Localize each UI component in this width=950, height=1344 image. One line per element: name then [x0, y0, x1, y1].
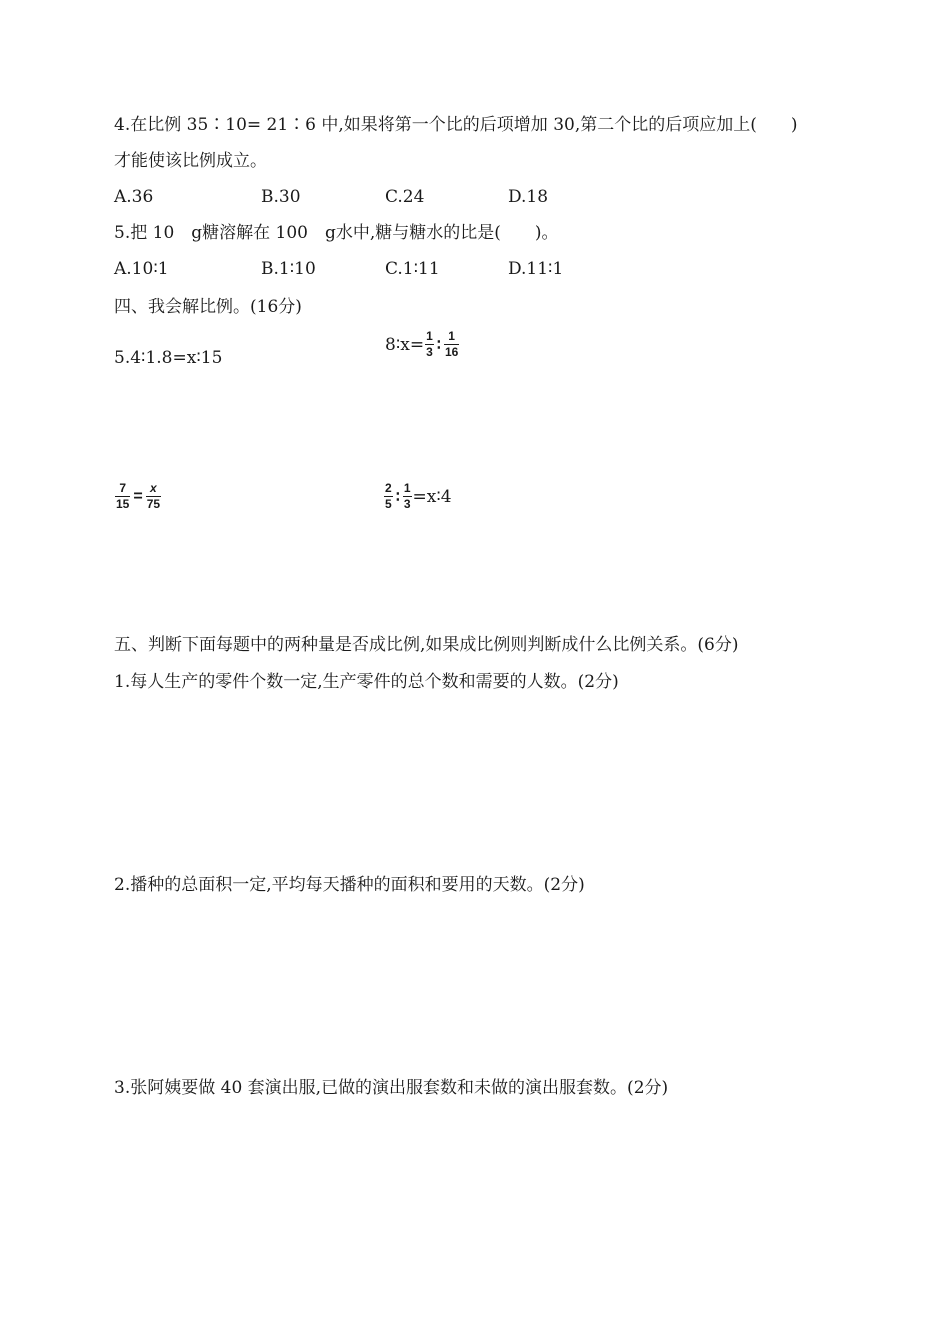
section-5-question-2: 2.播种的总面积一定,平均每天播种的面积和要用的天数。(2分): [114, 875, 585, 895]
question-4-option-a: A.36: [114, 187, 154, 207]
fraction-denominator: 3: [403, 497, 411, 511]
fraction-numerator: 1: [403, 481, 411, 495]
fraction-denominator: 15: [116, 497, 130, 511]
equation-4: [383, 482, 452, 511]
question-5-option-c: C.1∶11: [385, 259, 440, 279]
equation-2-prefix: 8∶x=: [385, 334, 425, 355]
section-4-title: 四、我会解比例。(16分): [114, 297, 302, 317]
fraction-denominator: 5: [385, 497, 392, 511]
equation-4-suffix: =x∶4: [412, 486, 452, 507]
equation-2-fraction-2: [444, 330, 459, 359]
fraction-numerator: 2: [385, 481, 392, 495]
equation-4-fraction-1: [384, 482, 393, 511]
question-5-option-a: A.10∶1: [114, 259, 169, 279]
fraction-denominator: 16: [444, 345, 459, 359]
question-4-text: 4.在比例 35∶10= 21∶6 中,如果将第一个比的后项增加 30,第二个比的后项应加上( ): [114, 115, 798, 135]
equation-4-colon: ∶: [395, 488, 400, 506]
section-5-title: 五、判断下面每题中的两种量是否成比例,如果成比例则判断成什么比例关系。(6分): [114, 635, 739, 655]
equation-3-equals: =: [133, 487, 143, 505]
equation-1: 5.4∶1.8=x∶15: [114, 348, 223, 368]
fraction-numerator: x: [150, 481, 157, 495]
equation-2: [385, 330, 460, 359]
equation-3: [114, 482, 162, 511]
fraction-denominator: 3: [426, 345, 433, 359]
question-4-text-continued: 才能使该比例成立。: [114, 151, 267, 171]
section-5-question-3: 3.张阿姨要做 40 套演出服,已做的演出服套数和未做的演出服套数。(2分): [114, 1078, 669, 1098]
section-5-question-1: 1.每人生产的零件个数一定,生产零件的总个数和需要的人数。(2分): [114, 672, 619, 692]
equation-2-colon: ∶: [436, 336, 441, 354]
equation-3-fraction-1: [115, 482, 130, 511]
equation-4-fraction-2: [403, 482, 412, 511]
fraction-numerator: 7: [119, 481, 127, 495]
question-5-option-d: D.11∶1: [508, 259, 564, 279]
question-4-option-b: B.30: [261, 187, 301, 207]
equation-2-fraction-1: [425, 330, 434, 359]
question-5-option-b: B.1∶10: [261, 259, 316, 279]
question-4-option-c: C.24: [385, 187, 425, 207]
question-4-option-d: D.18: [508, 187, 549, 207]
fraction-denominator: 75: [146, 497, 161, 511]
fraction-numerator: 1: [448, 329, 455, 343]
fraction-numerator: 1: [426, 329, 433, 343]
equation-3-fraction-2: [146, 482, 161, 511]
question-5-text: 5.把 10 g糖溶解在 100 g水中,糖与糖水的比是( )。: [114, 223, 559, 243]
